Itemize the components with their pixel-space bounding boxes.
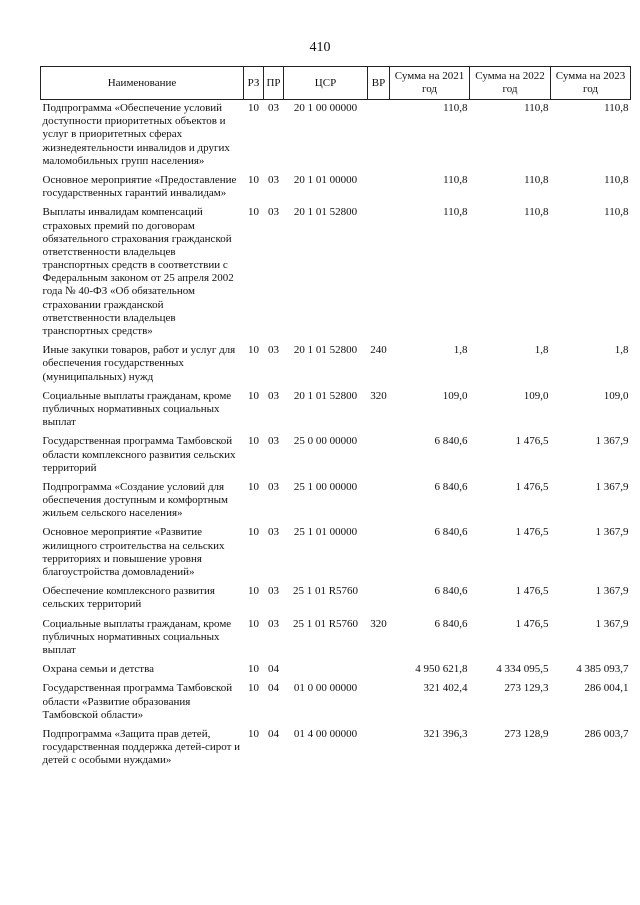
row-csr-cell: 25 1 00 00000 (293, 480, 358, 493)
row-2022-cell: 109,0 (523, 389, 549, 402)
row-2023-cell: 286 003,7 (584, 727, 629, 740)
row-pr-cell: 03 (268, 526, 279, 539)
table-row (41, 204, 631, 342)
row-vr-cell (368, 172, 390, 204)
row-2023-cell: 4 385 093,7 (576, 663, 629, 676)
row-name-cell: Охрана семьи и детства (42, 663, 155, 676)
row-rz-cell: 10 (248, 727, 259, 740)
row-2023-cell: 1 367,9 (595, 526, 629, 539)
row-pr-cell: 03 (268, 344, 279, 357)
row-name-cell: Подпрограмма «Защита прав детей, государственная поддержка детей-сирот и детей с особыми нуждами» (42, 727, 241, 767)
row-rz-cell: 10 (248, 480, 259, 493)
row-2022-cell: 273 128,9 (504, 727, 549, 740)
row-name-cell: Государственная программа Тамбовской области комплексного развития сельских территорий (42, 435, 236, 474)
row-rz-cell: 10 (248, 663, 259, 676)
row-rz-cell: 10 (248, 173, 259, 186)
row-rz-cell: 10 (248, 682, 259, 695)
row-pr-cell: 03 (268, 173, 279, 186)
row-vr-cell (368, 479, 390, 525)
row-csr-cell: 01 4 00 00000 (293, 727, 358, 740)
page-number: 410 (309, 40, 331, 55)
row-rz-cell: 10 (248, 585, 259, 598)
row-2021-cell: 321 402,4 (423, 682, 468, 695)
row-rz-cell: 10 (248, 389, 259, 402)
row-vr-cell (368, 524, 390, 583)
row-2022-cell: 1 476,5 (515, 617, 549, 630)
row-csr-cell: 25 1 01 00000 (293, 526, 358, 539)
row-2021-cell: 4 950 621,8 (415, 663, 468, 676)
row-pr-cell: 03 (268, 102, 279, 114)
row-vr-cell (368, 433, 390, 479)
row-vr-cell (368, 583, 390, 615)
row-2022-cell: 1 476,5 (515, 526, 549, 539)
row-pr-cell: 03 (268, 617, 279, 630)
header-name: Наименование (41, 67, 244, 100)
row-rz-cell: 10 (248, 617, 259, 630)
table-row (41, 583, 631, 615)
row-rz-cell: 10 (248, 526, 259, 539)
row-2021-cell: 6 840,6 (434, 617, 468, 630)
table-row (41, 172, 631, 204)
row-2023-cell: 1 367,9 (595, 480, 629, 493)
row-2023-cell: 1 367,9 (595, 435, 629, 448)
budget-table (40, 66, 631, 771)
row-csr-cell: 20 1 01 52800 (293, 206, 358, 219)
row-pr-cell: 04 (268, 682, 279, 695)
row-2023-cell: 1 367,9 (595, 585, 629, 598)
row-vr-cell: 240 (370, 344, 387, 357)
row-vr-cell (368, 680, 390, 726)
row-vr-cell: 320 (370, 617, 387, 630)
row-rz-cell: 10 (248, 344, 259, 357)
row-pr-cell: 03 (268, 480, 279, 493)
table-row (41, 100, 631, 172)
row-vr-cell: 320 (370, 389, 387, 402)
table-row (41, 524, 631, 583)
header-rz: РЗ (244, 67, 264, 100)
row-2021-cell: 109,0 (442, 389, 468, 402)
row-pr-cell: 03 (268, 435, 279, 448)
table-row (41, 388, 631, 434)
row-name-cell: Иные закупки товаров, работ и услуг для обеспечения государственных (муниципальных) нужд (42, 344, 236, 383)
row-2021-cell: 321 396,3 (423, 727, 468, 740)
table-row (41, 433, 631, 479)
table-row (41, 479, 631, 525)
row-2023-cell: 110,8 (604, 173, 629, 186)
row-2022-cell: 1,8 (534, 344, 549, 357)
row-2023-cell: 110,8 (604, 206, 629, 219)
row-name-cell: Выплаты инвалидам компенсаций страховых премий по договорам обязательного страхования гражданской ответственности владельцев транспортных средств в соответствии с Федеральным законом от 25 апреля 2002 года № 40-ФЗ «Об обязательном страховании гражданской ответственности владельцев транспортных средств» (42, 206, 234, 337)
header-csr: ЦСР (284, 67, 368, 100)
table-row (41, 680, 631, 726)
row-csr-cell: 25 0 00 00000 (293, 435, 358, 448)
row-rz-cell: 10 (248, 102, 259, 114)
header-2021: Сумма на 2021 год (390, 67, 470, 100)
row-pr-cell: 03 (268, 585, 279, 598)
row-name-cell: Обеспечение комплексного развития сельских территорий (42, 585, 215, 611)
row-vr-cell (368, 661, 390, 680)
row-2021-cell: 1,8 (453, 344, 468, 357)
row-2022-cell: 1 476,5 (515, 435, 549, 448)
row-pr-cell: 04 (268, 663, 279, 676)
row-vr-cell (368, 726, 390, 772)
row-2021-cell: 6 840,6 (434, 526, 468, 539)
row-2023-cell: 286 004,1 (584, 682, 629, 695)
row-2021-cell: 110,8 (443, 173, 468, 186)
row-rz-cell: 10 (248, 435, 259, 448)
row-pr-cell: 04 (268, 727, 279, 740)
row-2023-cell: 1 367,9 (595, 617, 629, 630)
row-csr-cell: 01 0 00 00000 (293, 682, 358, 695)
header-2023: Сумма на 2023 год (551, 67, 631, 100)
row-name-cell: Социальные выплаты гражданам, кроме публичных нормативных социальных выплат (42, 389, 232, 429)
row-2022-cell: 1 476,5 (515, 585, 549, 598)
table-row (41, 342, 631, 388)
row-pr-cell: 03 (268, 206, 279, 219)
row-csr-cell: 20 1 00 00000 (293, 102, 358, 114)
row-pr-cell: 03 (268, 389, 279, 402)
header-pr: ПР (264, 67, 284, 100)
row-csr-cell: 20 1 01 52800 (293, 389, 358, 402)
row-name-cell: Основное мероприятие «Предоставление государственных гарантий инвалидам» (42, 173, 237, 200)
row-csr-cell (284, 661, 368, 680)
row-2021-cell: 6 840,6 (434, 480, 468, 493)
row-2022-cell: 1 476,5 (515, 480, 549, 493)
row-2021-cell: 110,8 (443, 206, 468, 219)
row-name-cell: Основное мероприятие «Развитие жилищного строительства на сельских территориях и повышение уровня благоустройства домовладений» (42, 526, 225, 578)
row-name-cell: Государственная программа Тамбовской области «Развитие образования Тамбовской области» (42, 682, 233, 721)
row-2023-cell: 109,0 (603, 389, 629, 402)
header-2022: Сумма на 2022 год (470, 67, 551, 100)
header-vr: ВР (368, 67, 390, 100)
row-csr-cell: 20 1 01 52800 (293, 344, 358, 357)
row-csr-cell: 20 1 01 00000 (293, 173, 358, 186)
row-2021-cell: 6 840,6 (434, 435, 468, 448)
table-body (41, 100, 631, 772)
row-vr-cell (368, 204, 390, 342)
row-2022-cell: 110,8 (524, 102, 549, 114)
table-row (41, 661, 631, 680)
row-2021-cell: 6 840,6 (434, 585, 468, 598)
row-name-cell: Подпрограмма «Обеспечение условий доступности приоритетных объектов и услуг в приоритетных сферах жизнедеятельности инвалидов и других маломобильных групп населения» (42, 102, 230, 167)
table-header-row (41, 67, 631, 100)
row-2022-cell: 273 129,3 (504, 682, 549, 695)
row-csr-cell: 25 1 01 R5760 (292, 585, 359, 598)
row-vr-cell (368, 100, 390, 172)
row-2022-cell: 110,8 (524, 173, 549, 186)
row-name-cell: Социальные выплаты гражданам, кроме публичных нормативных социальных выплат (42, 617, 232, 656)
row-csr-cell: 25 1 01 R5760 (292, 617, 359, 630)
table-row (41, 726, 631, 772)
table-row (41, 616, 631, 662)
row-2023-cell: 110,8 (604, 102, 629, 114)
row-2021-cell: 110,8 (443, 102, 468, 114)
row-rz-cell: 10 (248, 206, 259, 219)
row-name-cell: Подпрограмма «Создание условий для обеспечения доступным и комфортным жильем сельского населения» (42, 480, 228, 520)
row-2022-cell: 110,8 (524, 206, 549, 219)
row-2022-cell: 4 334 095,5 (496, 663, 549, 676)
row-2023-cell: 1,8 (614, 344, 629, 357)
